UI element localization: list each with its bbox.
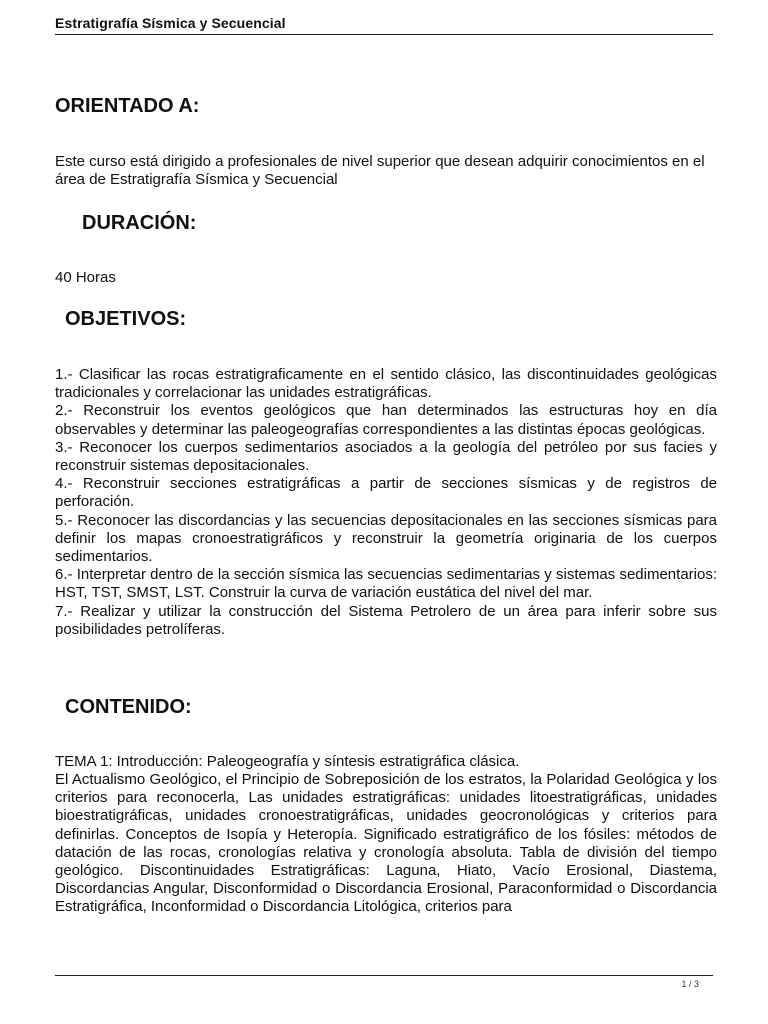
page-header bbox=[55, 14, 713, 35]
document-title: Estratigrafía Sísmica y Secuencial bbox=[55, 15, 286, 31]
heading-duracion: DURACIÓN: bbox=[82, 212, 197, 234]
page-footer bbox=[55, 975, 713, 989]
page-number: 1 / 3 bbox=[681, 979, 699, 989]
objective-item: 7.- Realizar y utilizar la construcción del Sistema Petrolero de un área para inferir sobre sus posibilidades petrolíferas. bbox=[55, 602, 717, 638]
objective-item: 1.- Clasificar las rocas estratigraficamente en el sentido clásico, las discontinuidades geológicas tradicionales y correlacionar las unidades estratigráficas. bbox=[55, 366, 717, 402]
objective-item: 2.- Reconstruir los eventos geológicos que han determinados las estructuras hoy en día observables y determinar las paleogeografías correspondientes a las distintas épocas geológicas. bbox=[55, 402, 717, 438]
tema-text: El Actualismo Geológico, el Principio de Sobreposición de los estratos, la Polaridad Geológica y los criterios para reconocerla, Las unidades estratigráficas: unidades litoestratigráficas, unidades bioestratigráficas, unidades cronoestratigráficas, unidades geocronológicas y criterios para definirlas. Conceptos de Isopía y Heteropía. Significado estratigráfico de los fósiles: métodos de datación de las rocas, cronologías relativa y cronología absoluta. Tabla de división del tiempo geológico. Discontinuidades Estratigráficas: Laguna, Hiato, Vacío Erosional, Diastema, Discordancias Angular, Disconformidad o Discordancia Erosional, Paraconformidad o Discordancia Estratigráfica, Inconformidad o Discordancia Litológica, criterios para bbox=[55, 771, 717, 916]
objectives-list bbox=[55, 366, 717, 639]
heading-objetivos: OBJETIVOS: bbox=[65, 308, 187, 330]
orientado-text: Este curso está dirigido a profesionales de nivel superior que desean adquirir conocimientos en el área de Estratigrafía Sísmica y Secuencial bbox=[55, 153, 705, 189]
heading-contenido: CONTENIDO: bbox=[65, 696, 192, 718]
tema-title: TEMA 1: Introducción: Paleogeografía y síntesis estratigráfica clásica. bbox=[55, 753, 520, 770]
heading-orientado: ORIENTADO A: bbox=[55, 95, 200, 117]
objective-item: 5.- Reconocer las discordancias y las secuencias depositacionales en las secciones sísmicas para definir los mapas cronoestratigráficos y reconstruir la geometría originaria de los cuerpos sedimentarios. bbox=[55, 511, 717, 566]
objective-item: 6.- Interpretar dentro de la sección sísmica las secuencias sedimentarias y sistemas sedimentarios: HST, TST, SMST, LST. Construir la curva de variación eustática del nivel del mar. bbox=[55, 566, 717, 602]
duracion-text: 40 Horas bbox=[55, 269, 116, 286]
objective-item: 4.- Reconstruir secciones estratigráficas a partir de secciones sísmicas y de registros de perforación. bbox=[55, 475, 717, 511]
objective-item: 3.- Reconocer los cuerpos sedimentarios asociados a la geología del petróleo por sus facies y reconstruir sistemas depositacionales. bbox=[55, 438, 717, 475]
